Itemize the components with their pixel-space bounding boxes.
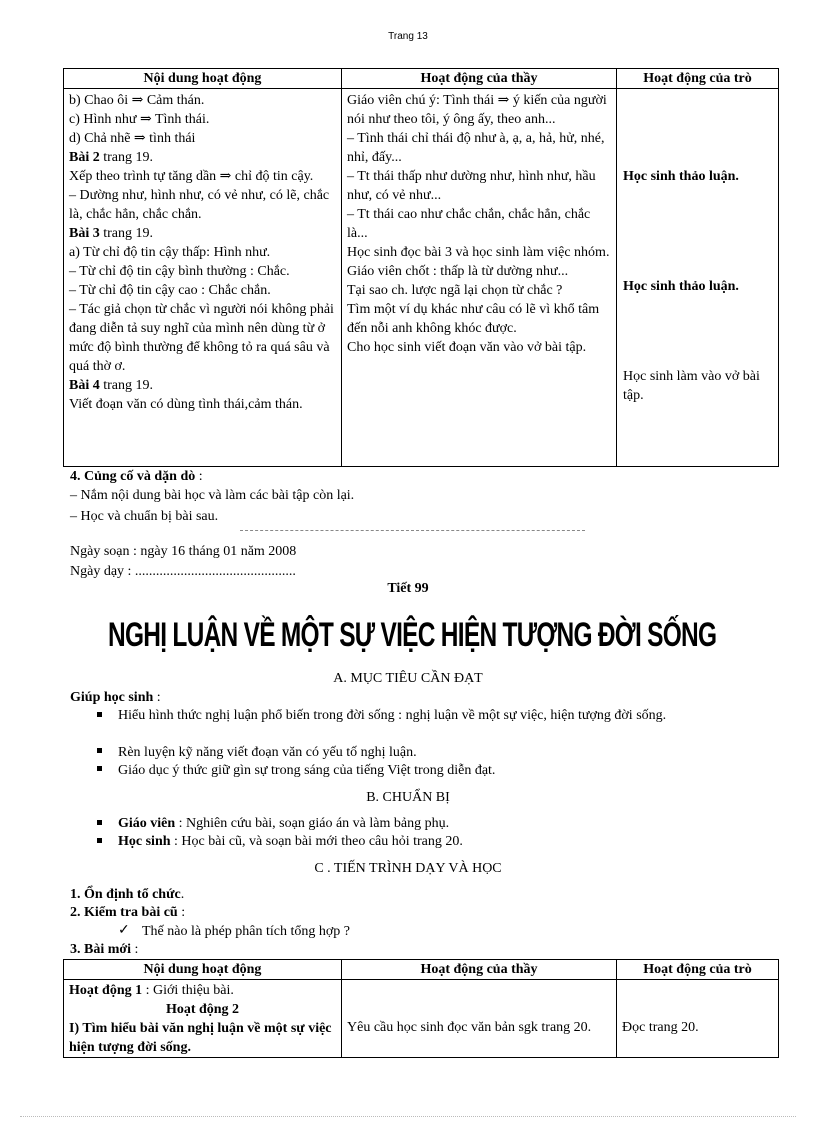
student-line: Đọc trang 20. bbox=[622, 1020, 699, 1035]
teacher-cell bbox=[342, 980, 617, 1058]
review-question: Thế nào là phép phân tích tổng hợp ? bbox=[142, 924, 351, 939]
check-icon: ✓ bbox=[118, 923, 130, 938]
activity-1: Hoạt động 1 : Giới thiệu bài. bbox=[69, 983, 234, 998]
part-a-bullet: Hiểu hình thức nghị luận phổ biến trong đời sống : nghị luận về một sự việc, hiện tượng đời sống. bbox=[118, 708, 667, 723]
section-4-item: – Nắm nội dung bài học và làm các bài tập còn lại. bbox=[70, 488, 355, 503]
col-header-student: Hoạt động của trò bbox=[617, 960, 779, 980]
content-line: Xếp theo trình tự tăng dần ⇒ chỉ độ tin cậy. bbox=[69, 169, 314, 184]
content-line: Bài 2 trang 19. bbox=[69, 150, 153, 165]
teacher-line: Tại sao ch. lược ngã lại chọn từ chắc ? bbox=[347, 283, 563, 298]
part-a-intro: Giúp học sinh : bbox=[70, 690, 161, 705]
page-number: Trang 13 bbox=[388, 31, 428, 42]
content-line: c) Hình như ⇒ Tình thái. bbox=[69, 112, 210, 127]
teacher-line: Tìm một ví dụ khác như câu có lẽ vì khổ tâm đến nỗi anh không khóc được. bbox=[347, 302, 600, 336]
content-line: – Tác giả chọn từ chắc vì người nói không phải đang diễn tả suy nghĩ của mình nên dùng từ ở mức độ bình thường để không tỏ ra quá sâu và quá thờ ơ. bbox=[69, 302, 334, 374]
col-header-student: Hoạt động của trò bbox=[617, 69, 779, 89]
part-b-item: Giáo viên : Nghiên cứu bài, soạn giáo án và làm bảng phụ. bbox=[118, 816, 450, 831]
divider bbox=[240, 530, 585, 531]
teacher-line: Giáo viên chú ý: Tình thái ⇒ ý kiến của người nói như theo tôi, ý ông ấy, theo anh... bbox=[347, 93, 607, 127]
activity-table-2 bbox=[63, 959, 779, 1058]
lesson-number: Tiết 99 bbox=[387, 581, 429, 596]
part-b-item: Học sinh : Học bài cũ, và soạn bài mới theo câu hỏi trang 20. bbox=[118, 834, 463, 849]
bullet-square-icon bbox=[97, 838, 102, 843]
col-header-teacher: Hoạt động của thầy bbox=[342, 960, 617, 980]
part-c-heading: C . TIẾN TRÌNH DẠY VÀ HỌC bbox=[314, 861, 502, 876]
section-title: I) Tìm hiểu bài văn nghị luận về một sự việc hiện tượng đời sống. bbox=[69, 1021, 332, 1055]
lesson-title: NGHỊ LUẬN VỀ MỘT SỰ VIỆC HIỆN TƯỢNG ĐỜI SỐNG bbox=[108, 616, 717, 654]
student-cell bbox=[617, 89, 779, 467]
page-edge bbox=[20, 1116, 796, 1117]
student-cell bbox=[617, 980, 779, 1058]
part-b-heading: B. CHUẨN BỊ bbox=[366, 790, 450, 805]
content-line: – Dường như, hình như, có vẻ như, có lẽ, chắc là, chắc hẳn, chắc chắn. bbox=[69, 188, 330, 222]
part-a-bullet: Rèn luyện kỹ năng viết đoạn văn có yếu tố nghị luận. bbox=[118, 745, 417, 760]
teacher-line: – Tt thái thấp như dường như, hình như, hầu như, có vẻ như... bbox=[347, 169, 596, 203]
content-line: b) Chao ôi ⇒ Cảm thán. bbox=[69, 93, 205, 108]
teacher-line: Học sinh đọc bài 3 và học sinh làm việc nhóm. bbox=[347, 245, 610, 260]
content-line: – Từ chỉ độ tin cậy cao : Chắc chắn. bbox=[69, 283, 271, 298]
student-note: Học sinh làm vào vở bài tập. bbox=[623, 369, 760, 403]
step-3: 3. Bài mới : bbox=[70, 942, 139, 957]
col-header-teacher: Hoạt động của thầy bbox=[342, 69, 617, 89]
section-4-heading: 4. Củng cố và dặn dò : bbox=[70, 469, 203, 484]
part-a-heading: A. MỤC TIÊU CẦN ĐẠT bbox=[333, 671, 483, 686]
teacher-line: – Tt thái cao như chắc chắn, chắc hẳn, chắc là... bbox=[347, 207, 591, 241]
activity-2: Hoạt động 2 bbox=[165, 1002, 240, 1017]
content-line: d) Chả nhẽ ⇒ tình thái bbox=[69, 131, 196, 146]
teacher-cell bbox=[342, 89, 617, 467]
content-cell bbox=[64, 89, 342, 467]
part-a-bullet: Giáo dục ý thức giữ gìn sự trong sáng của tiếng Việt trong diễn đạt. bbox=[118, 763, 496, 778]
col-header-content: Nội dung hoạt động bbox=[64, 69, 342, 89]
date-taught: Ngày dạy : .............................................. bbox=[70, 564, 296, 579]
content-line: a) Từ chỉ độ tin cậy thấp: Hình như. bbox=[69, 245, 271, 260]
student-note: Học sinh thảo luận. bbox=[623, 169, 739, 184]
bullet-square-icon bbox=[97, 820, 102, 825]
bullet-square-icon bbox=[97, 712, 102, 717]
step-1: 1. Ổn định tổ chức. bbox=[70, 887, 185, 902]
date-prepared: Ngày soạn : ngày 16 tháng 01 năm 2008 bbox=[70, 544, 297, 559]
bullet-square-icon bbox=[97, 766, 102, 771]
activity-table-1 bbox=[63, 68, 779, 467]
content-line: Viết đoạn văn có dùng tình thái,cảm thán. bbox=[69, 397, 303, 412]
content-line: Bài 3 trang 19. bbox=[69, 226, 153, 241]
teacher-line: Cho học sinh viết đoạn văn vào vở bài tập. bbox=[347, 340, 587, 355]
content-line: – Từ chỉ độ tin cậy bình thường : Chắc. bbox=[69, 264, 290, 279]
step-2: 2. Kiểm tra bài cũ : bbox=[70, 905, 186, 920]
bullet-square-icon bbox=[97, 748, 102, 753]
teacher-line: Giáo viên chốt : thấp là từ dường như... bbox=[347, 264, 569, 279]
col-header-content: Nội dung hoạt động bbox=[64, 960, 342, 980]
teacher-line: – Tình thái chỉ thái độ như à, ạ, a, hả, hử, nhé, nhỉ, đấy... bbox=[347, 131, 605, 165]
content-line: Bài 4 trang 19. bbox=[69, 378, 153, 393]
section-4-item: – Học và chuẩn bị bài sau. bbox=[70, 509, 219, 524]
teacher-line: Yêu cầu học sinh đọc văn bản sgk trang 20. bbox=[347, 1020, 592, 1035]
student-note: Học sinh thảo luận. bbox=[623, 279, 739, 294]
content-cell bbox=[64, 980, 342, 1058]
